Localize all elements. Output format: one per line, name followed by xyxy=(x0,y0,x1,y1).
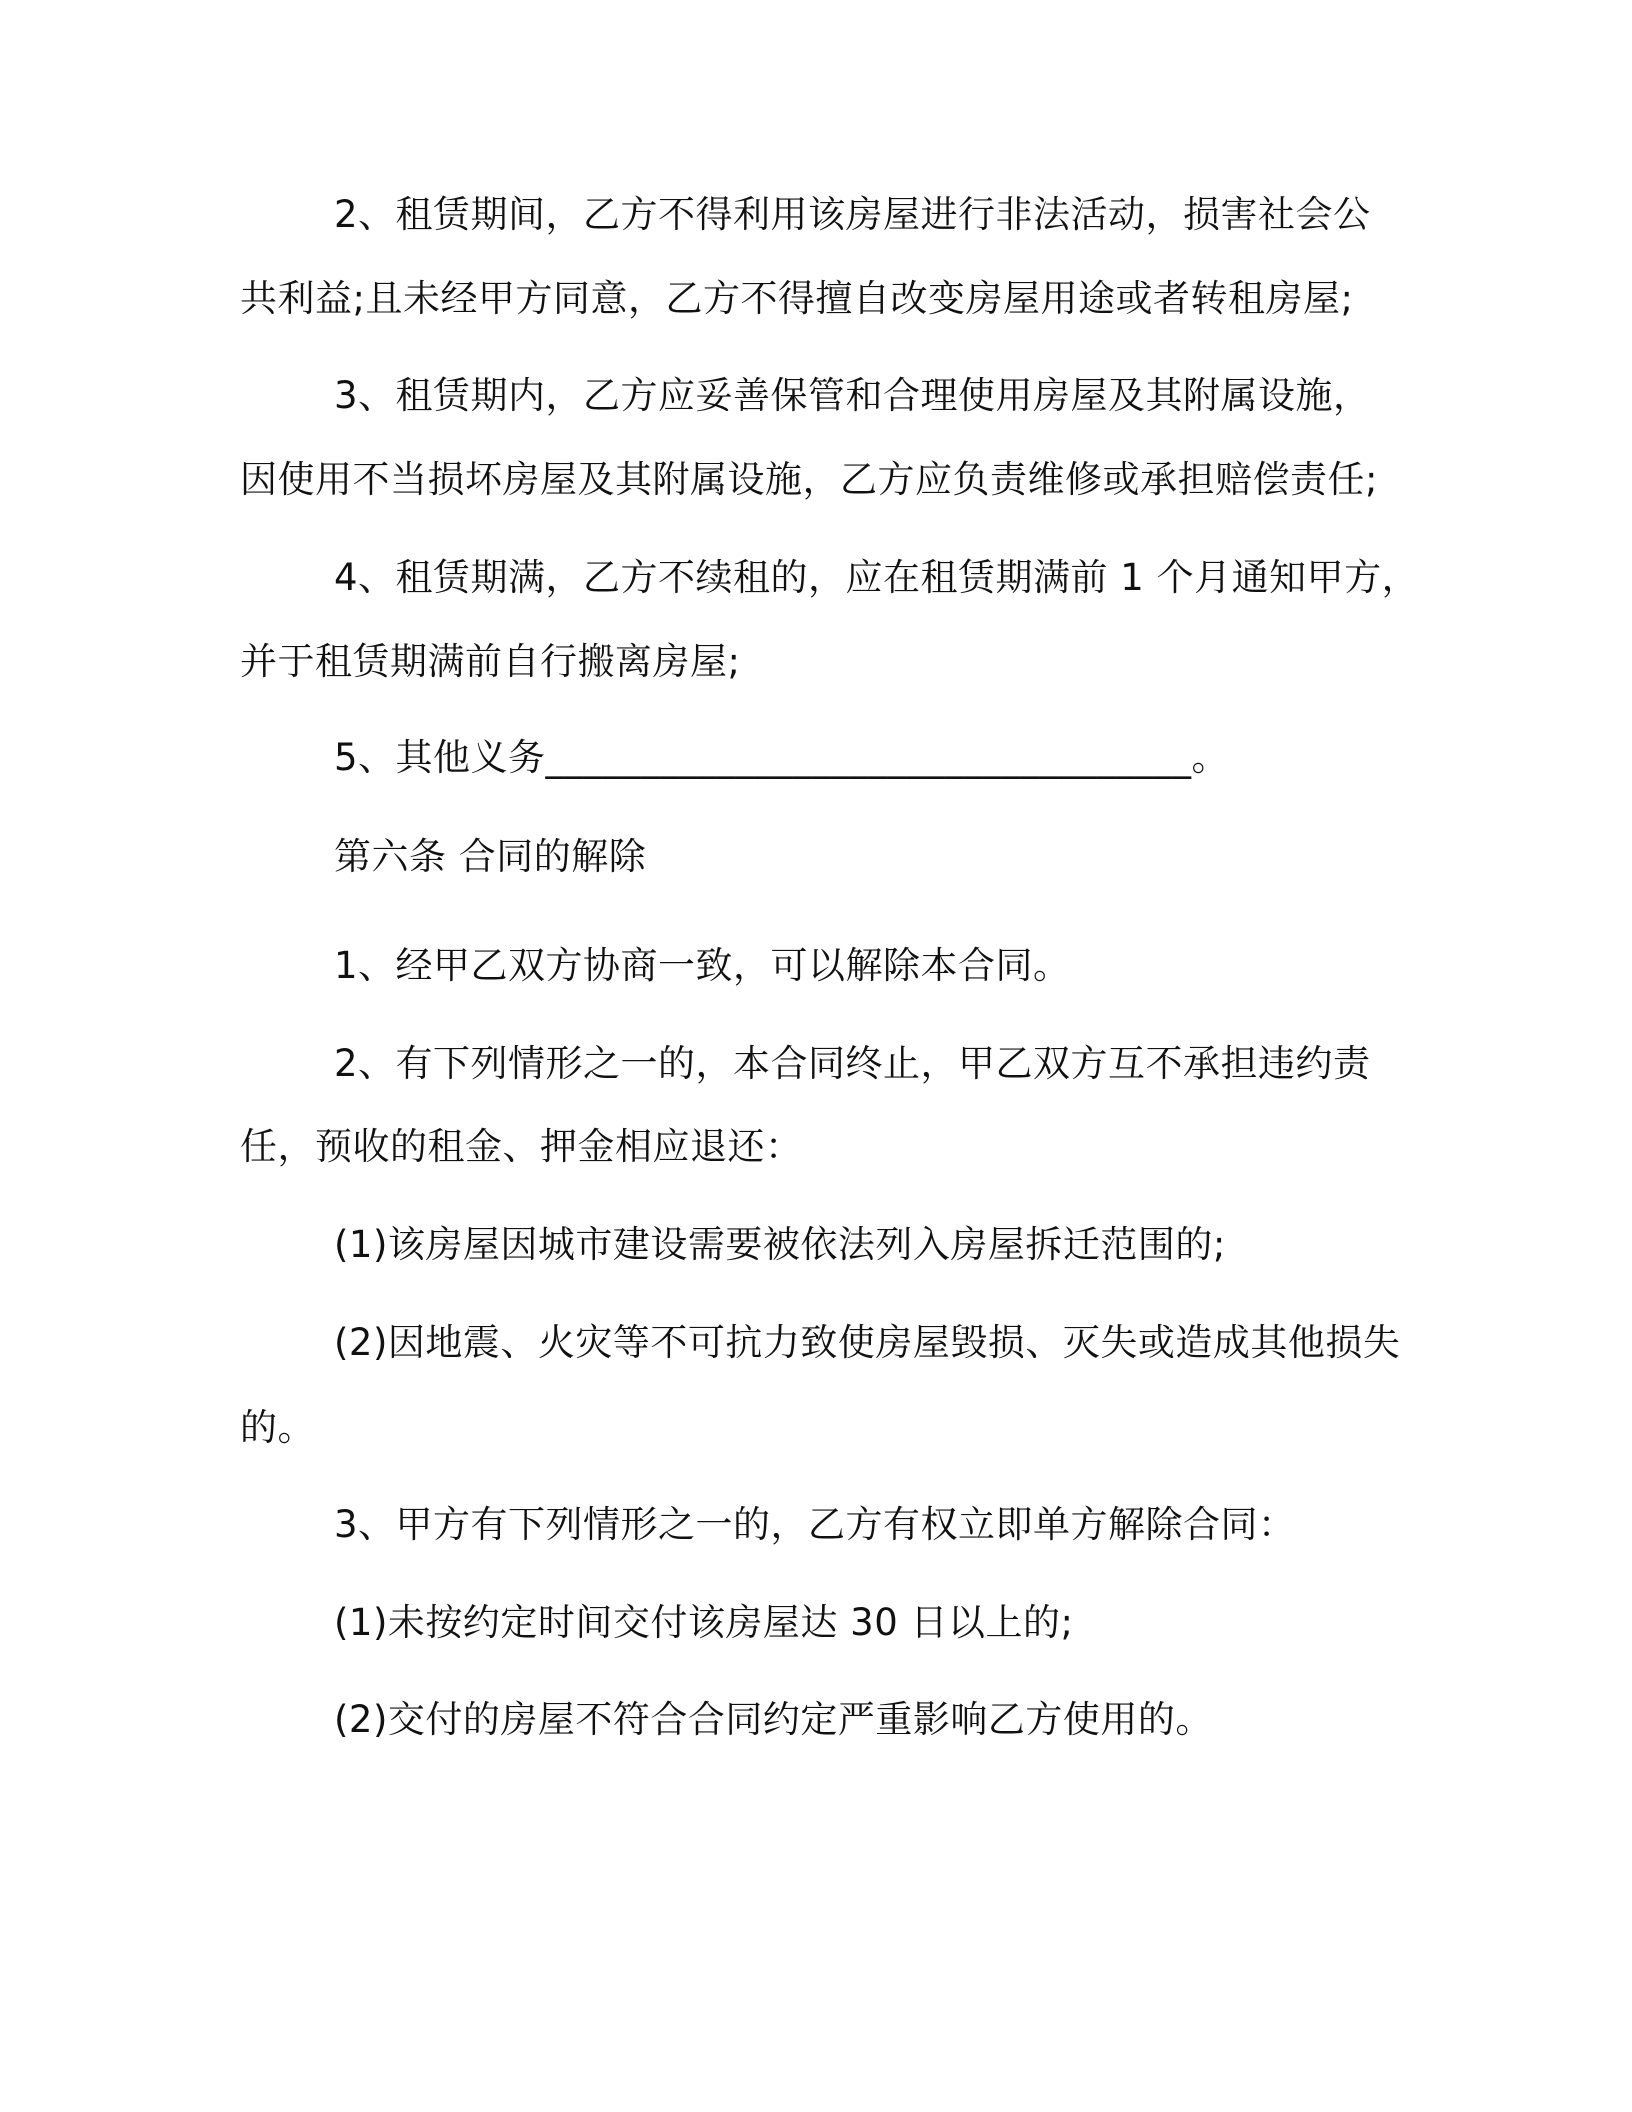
clause-5-3-line-1: 3、租赁期内，乙方应妥善保管和合理使用房屋及其附属设施， xyxy=(334,374,1371,417)
article-6-heading: 第六条 合同的解除 xyxy=(334,835,647,878)
clause-5-5-line: 5、其他义务__________________________________。 xyxy=(334,736,1230,779)
clause-6-1-line: 1、经甲乙双方协商一致，可以解除本合同。 xyxy=(334,944,1071,987)
clause-5-4-line-2: 并于租赁期满前自行搬离房屋; xyxy=(240,640,741,683)
clause-5-2-line-1: 2、租赁期间，乙方不得利用该房屋进行非法活动，损害社会公 xyxy=(334,193,1371,236)
clause-6-2-line-1: 2、有下列情形之一的，本合同终止，甲乙双方互不承担违约责 xyxy=(334,1042,1371,1085)
clause-6-2-item-1: (1)该房屋因城市建设需要被依法列入房屋拆迁范围的; xyxy=(334,1223,1226,1266)
clause-6-2-line-2: 任，预收的租金、押金相应退还： xyxy=(240,1125,803,1168)
clause-6-3-item-2: (2)交付的房屋不符合合同约定严重影响乙方使用的。 xyxy=(334,1698,1213,1741)
clause-6-3-item-1: (1)未按约定时间交付该房屋达 30 日以上的; xyxy=(334,1601,1074,1644)
clause-5-2-line-2: 共利益;且未经甲方同意，乙方不得擅自改变房屋用途或者转租房屋; xyxy=(240,277,1354,320)
clause-6-2-item-2-line-1: (2)因地震、火灾等不可抗力致使房屋毁损、灭失或造成其他损失 xyxy=(334,1321,1401,1364)
clause-5-3-line-2: 因使用不当损坏房屋及其附属设施，乙方应负责维修或承担赔偿责任; xyxy=(240,458,1378,501)
clause-6-3-line: 3、甲方有下列情形之一的，乙方有权立即单方解除合同： xyxy=(334,1503,1296,1546)
clause-5-4-line-1: 4、租赁期满，乙方不续租的，应在租赁期满前 1 个月通知甲方， xyxy=(334,556,1420,599)
clause-6-2-item-2-line-2: 的。 xyxy=(240,1406,315,1449)
